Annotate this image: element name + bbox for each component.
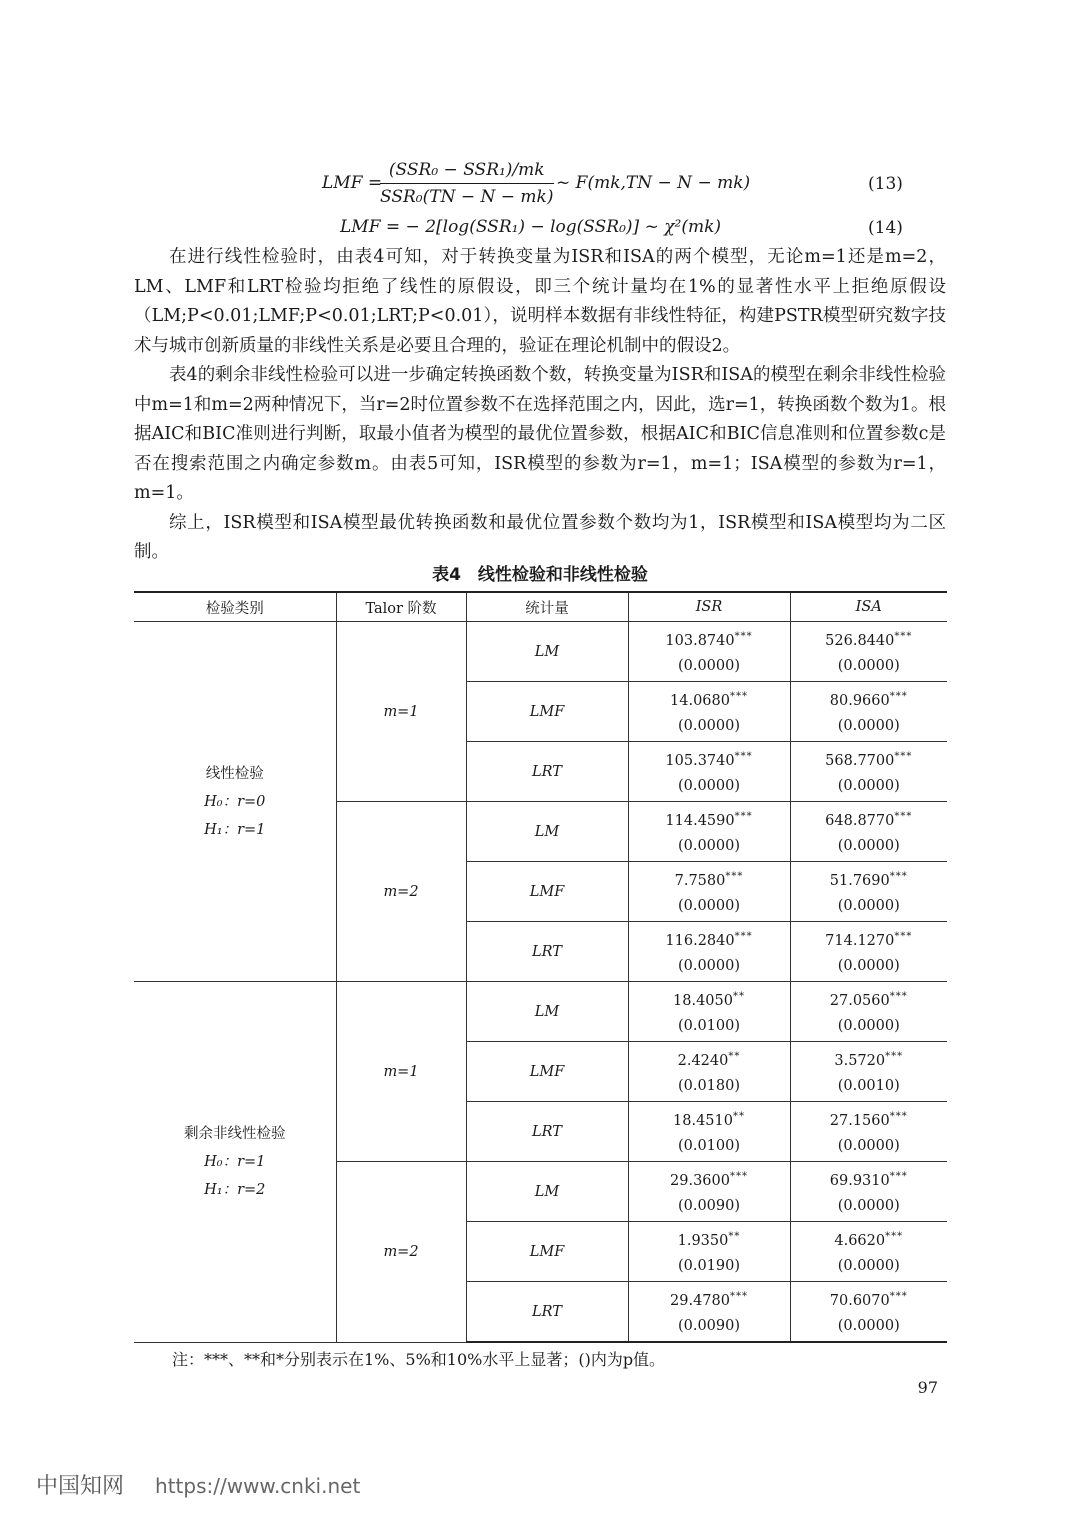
isr-significance: *** xyxy=(729,1291,748,1302)
isr-value-cell xyxy=(628,1222,790,1282)
isr-significance: *** xyxy=(734,811,753,822)
isr-value-cell xyxy=(628,1282,790,1343)
header-statistic: 统计量 xyxy=(466,592,628,622)
isr-coefficient: 14.0680 xyxy=(670,693,730,709)
isa-coefficient: 714.1270 xyxy=(825,933,895,949)
isa-significance: *** xyxy=(889,871,908,882)
isr-p-value: (0.0090) xyxy=(677,1198,741,1214)
isr-p-value: (0.0000) xyxy=(677,838,741,854)
isr-coefficient: 29.3600 xyxy=(670,1173,730,1189)
group-h0: H₀：r=1 xyxy=(204,1153,266,1170)
table-caption: 表4 线性检验和非线性检验 xyxy=(432,565,648,585)
header-test-type: 检验类别 xyxy=(134,592,336,622)
isa-significance: *** xyxy=(889,691,908,702)
statistic-cell: LMF xyxy=(466,1222,628,1282)
isr-coefficient: 105.3740 xyxy=(665,753,735,769)
table-row xyxy=(134,982,947,1042)
isa-p-value: (0.0010) xyxy=(837,1078,900,1094)
isr-coefficient: 2.4240 xyxy=(677,1053,729,1069)
isr-significance: *** xyxy=(725,871,744,882)
isa-significance: *** xyxy=(889,1171,908,1182)
isa-coefficient: 526.8440 xyxy=(825,633,895,649)
group-h1: H₁：r=1 xyxy=(204,821,266,838)
header-isr: ISR xyxy=(628,592,790,622)
isa-significance: *** xyxy=(894,631,913,642)
isr-value-cell xyxy=(628,1042,790,1102)
isr-coefficient: 29.4780 xyxy=(670,1293,730,1309)
isr-significance: *** xyxy=(734,751,753,762)
isa-p-value: (0.0000) xyxy=(837,658,900,674)
statistic-cell: LMF xyxy=(466,862,628,922)
isr-value-cell xyxy=(628,1102,790,1162)
statistic-cell: LRT xyxy=(466,742,628,802)
statistic-cell: LRT xyxy=(466,1282,628,1343)
isa-coefficient: 27.1560 xyxy=(829,1113,890,1129)
order-cell: m=1 xyxy=(336,622,466,802)
isr-value-cell xyxy=(628,802,790,862)
group-h1: H₁：r=2 xyxy=(204,1181,266,1198)
table-note: 注：***、**和*分别表示在1%、5%和10%水平上显著；()内为p值。 xyxy=(172,1350,666,1369)
isa-value-cell xyxy=(790,622,947,682)
isr-coefficient: 103.8740 xyxy=(665,633,735,649)
isa-value-cell xyxy=(790,862,947,922)
table-header-row xyxy=(134,592,947,622)
isa-p-value: (0.0000) xyxy=(837,1318,900,1334)
statistic-cell: LMF xyxy=(466,1042,628,1102)
isa-value-cell xyxy=(790,802,947,862)
isa-coefficient: 648.8770 xyxy=(825,813,895,829)
header-isa: ISA xyxy=(790,592,947,622)
statistic-cell: LRT xyxy=(466,1102,628,1162)
group-h0: H₀：r=0 xyxy=(204,793,266,810)
results-table xyxy=(134,591,947,1343)
header-order: Talor 阶数 xyxy=(336,592,466,622)
isa-value-cell xyxy=(790,922,947,982)
isr-significance: *** xyxy=(729,1171,748,1182)
isr-value-cell xyxy=(628,922,790,982)
paragraph-3: 综上，ISR模型和ISA模型最优转换函数和最优位置参数个数均为1，ISR模型和ISA模型均为二区制。 xyxy=(134,512,946,562)
group-label: 剩余非线性检验 xyxy=(184,1125,286,1142)
isr-value-cell xyxy=(628,682,790,742)
order-cell: m=2 xyxy=(336,802,466,982)
isa-coefficient: 69.9310 xyxy=(829,1173,890,1189)
isr-value-cell xyxy=(628,982,790,1042)
isr-p-value: (0.0100) xyxy=(677,1138,741,1154)
isa-significance: *** xyxy=(894,811,913,822)
statistic-cell: LM xyxy=(466,982,628,1042)
isr-p-value: (0.0000) xyxy=(677,778,741,794)
order-cell: m=1 xyxy=(336,982,466,1162)
isr-coefficient: 18.4050 xyxy=(673,993,733,1009)
equation-13 xyxy=(322,173,382,193)
isr-value-cell xyxy=(628,1162,790,1222)
isa-value-cell xyxy=(790,982,947,1042)
eq13-number: (13) xyxy=(868,174,903,194)
cnki-url[interactable]: https://www.cnki.net xyxy=(155,1474,361,1498)
isa-coefficient: 568.7700 xyxy=(825,753,895,769)
isa-significance: *** xyxy=(889,1291,908,1302)
isa-significance: *** xyxy=(889,991,908,1002)
isa-significance: *** xyxy=(894,931,913,942)
order-cell: m=2 xyxy=(336,1162,466,1343)
isa-value-cell xyxy=(790,1222,947,1282)
isa-p-value: (0.0000) xyxy=(837,1198,900,1214)
isa-significance: *** xyxy=(889,1111,908,1122)
statistic-cell: LM xyxy=(466,802,628,862)
paragraph-2: 表4的剩余非线性检验可以进一步确定转换函数个数，转换变量为ISR和ISA的模型在剩余非线性检验中m=1和m=2两种情况下，当r=2时位置参数不在选择范围之内，因此，选r=1，转换函数个数为1。根据AIC和BIC准则进行判断，取最小值者为模型的最优位置参数，根据AIC和BIC信息准则和位置参数c是否在搜索范围之内确定参数m。由表5可知，ISR模型的参数为r=1，m=1；ISA模型的参数为r=1，m=1。 xyxy=(134,365,946,503)
isr-p-value: (0.0090) xyxy=(677,1318,741,1334)
test-group-cell xyxy=(134,622,336,982)
eq13-numerator: (SSR₀ − SSR₁)/mk xyxy=(388,160,545,180)
isr-significance: ** xyxy=(732,991,745,1002)
isr-p-value: (0.0100) xyxy=(677,1018,741,1034)
cnki-brand: 中国知网 xyxy=(36,1474,125,1499)
isa-value-cell xyxy=(790,682,947,742)
isr-p-value: (0.0190) xyxy=(677,1258,741,1274)
isa-value-cell xyxy=(790,1102,947,1162)
isa-significance: *** xyxy=(885,1231,904,1242)
isr-significance: *** xyxy=(734,631,753,642)
isa-coefficient: 80.9660 xyxy=(829,693,890,709)
isr-significance: *** xyxy=(729,691,748,702)
isa-coefficient: 70.6070 xyxy=(829,1293,890,1309)
isa-p-value: (0.0000) xyxy=(837,898,900,914)
eq13-lhs: LMF = xyxy=(322,173,383,193)
statistic-cell: LM xyxy=(466,1162,628,1222)
eq14-number: (14) xyxy=(868,218,903,238)
isa-value-cell xyxy=(790,1282,947,1343)
isa-p-value: (0.0000) xyxy=(837,1018,900,1034)
equation-14: LMF = − 2[log(SSR₁) − log(SSR₀)] ~ χ²(mk) xyxy=(340,217,722,237)
isa-p-value: (0.0000) xyxy=(837,778,900,794)
isr-p-value: (0.0000) xyxy=(677,658,741,674)
eq13-rhs: ~ F(mk,TN − N − mk) xyxy=(556,173,751,193)
page-number: 97 xyxy=(917,1378,938,1397)
isr-coefficient: 1.9350 xyxy=(677,1233,729,1249)
isa-p-value: (0.0000) xyxy=(837,718,900,734)
isa-p-value: (0.0000) xyxy=(837,1138,900,1154)
isr-coefficient: 116.2840 xyxy=(665,933,735,949)
isa-coefficient: 51.7690 xyxy=(829,873,890,889)
isr-significance: ** xyxy=(728,1051,741,1062)
paragraph-1: 在进行线性检验时，由表4可知，对于转换变量为ISR和ISA的两个模型，无论m=1还是m=2，LM、LMF和LRT检验均拒绝了线性的原假设，即三个统计量均在1%的显著性水平上拒绝原假设（LM;P<0.01;LMF;P<0.01;LRT;P<0.01），说明样本数据有非线性特征，构建PSTR模型研究数字技术与城市创新质量的非线性关系是必要且合理的，验证在理论机制中的假设2。 xyxy=(134,247,946,356)
isr-coefficient: 114.4590 xyxy=(665,813,735,829)
isa-value-cell xyxy=(790,1042,947,1102)
isr-value-cell xyxy=(628,862,790,922)
isa-p-value: (0.0000) xyxy=(837,1258,900,1274)
isa-coefficient: 27.0560 xyxy=(829,993,890,1009)
isr-p-value: (0.0000) xyxy=(677,898,741,914)
isr-significance: ** xyxy=(732,1111,745,1122)
isr-value-cell xyxy=(628,742,790,802)
isa-value-cell xyxy=(790,742,947,802)
isa-p-value: (0.0000) xyxy=(837,958,900,974)
statistic-cell: LRT xyxy=(466,922,628,982)
statistic-cell: LMF xyxy=(466,682,628,742)
isr-coefficient: 18.4510 xyxy=(673,1113,733,1129)
isr-p-value: (0.0000) xyxy=(677,958,741,974)
isa-coefficient: 4.6620 xyxy=(834,1233,886,1249)
isr-coefficient: 7.7580 xyxy=(674,873,726,889)
table-row xyxy=(134,622,947,682)
isr-p-value: (0.0180) xyxy=(677,1078,741,1094)
isr-value-cell xyxy=(628,622,790,682)
isa-p-value: (0.0000) xyxy=(837,838,900,854)
body-text xyxy=(134,243,946,568)
isr-significance: ** xyxy=(728,1231,741,1242)
test-group-cell xyxy=(134,982,336,1343)
isa-significance: *** xyxy=(894,751,913,762)
eq13-fraction xyxy=(380,160,554,207)
isa-coefficient: 3.5720 xyxy=(834,1053,886,1069)
group-label: 线性检验 xyxy=(205,765,264,782)
isr-significance: *** xyxy=(734,931,753,942)
isa-significance: *** xyxy=(885,1051,904,1062)
isr-p-value: (0.0000) xyxy=(677,718,741,734)
statistic-cell: LM xyxy=(466,622,628,682)
footer-watermark xyxy=(36,1469,384,1500)
isa-value-cell xyxy=(790,1162,947,1222)
eq13-denominator: SSR₀(TN − N − mk) xyxy=(380,187,554,207)
